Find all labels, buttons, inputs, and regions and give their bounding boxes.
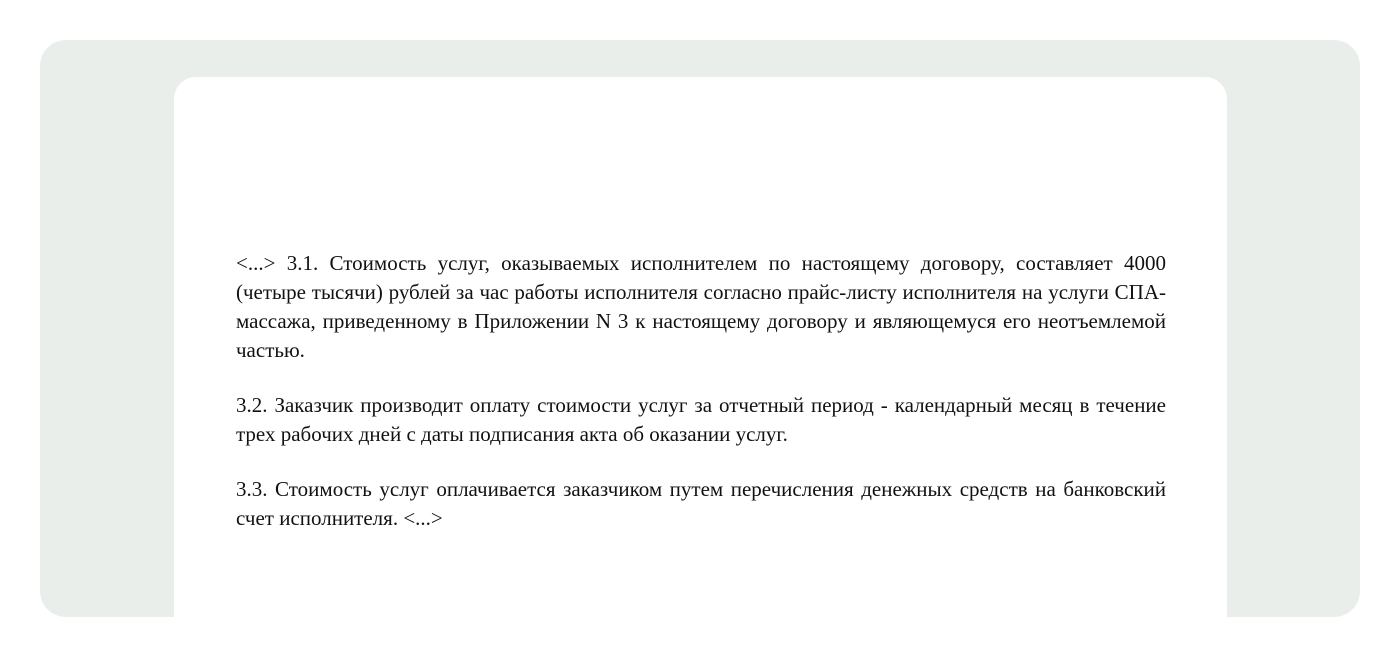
clause-3-2: 3.2. Заказчик производит оплату стоимости услуг за отчетный период - календарный месяц в течение трех рабочих дней с даты подписания акта об оказании услуг.	[236, 393, 1166, 446]
clause-3-3: 3.3. Стоимость услуг оплачивается заказчиком путем перечисления денежных средств на банковский счет исполнителя. <...>	[236, 477, 1166, 530]
clause-3-1: <...> 3.1. Стоимость услуг, оказываемых исполнителем по настоящему договору, составляет 4000 (четыре тысячи) рублей за час работы исполнителя согласно прайс-листу исполнителя на услуги СПА-массажа, приведенному в Приложении N 3 к настоящему договору и являющемуся его неотъемлемой частью.	[236, 251, 1166, 362]
contract-excerpt	[236, 249, 1166, 559]
document-page	[174, 77, 1227, 617]
outer-panel	[40, 40, 1360, 617]
